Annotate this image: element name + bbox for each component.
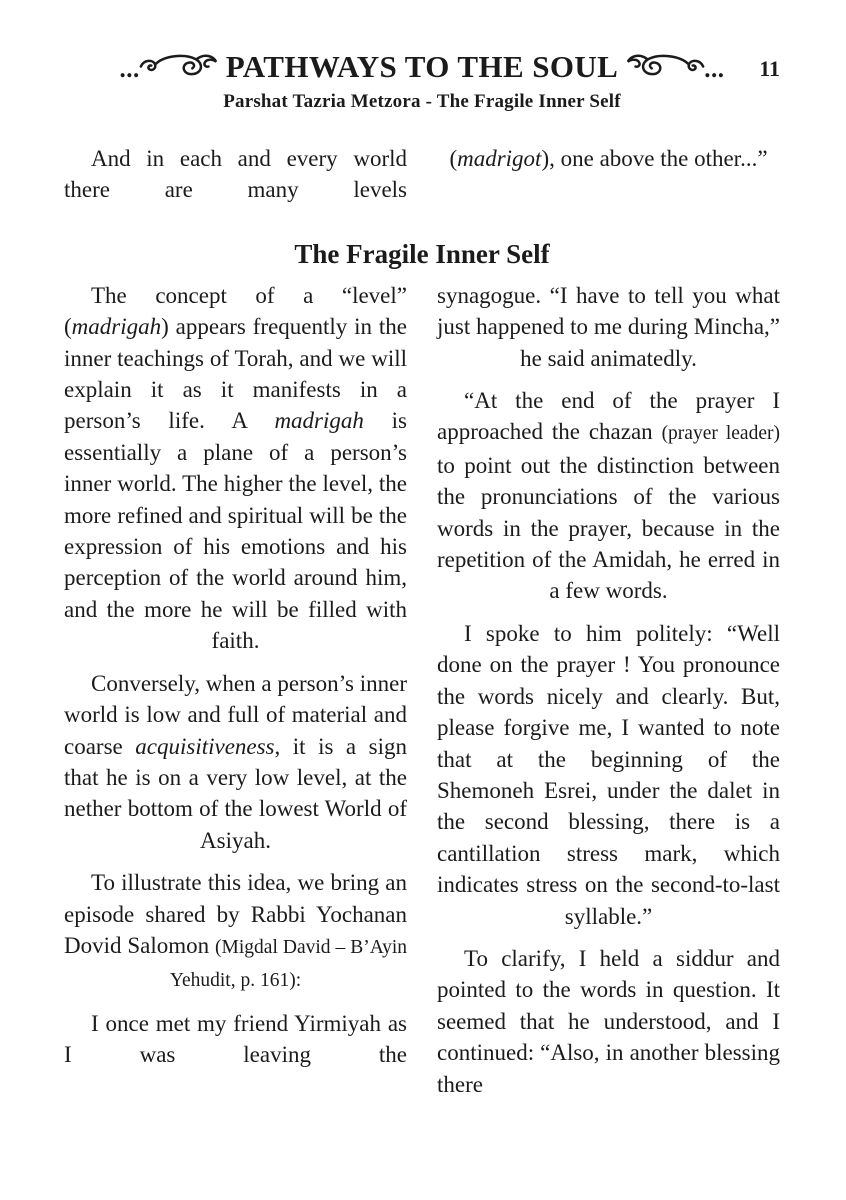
text-segment: madrigah	[274, 408, 364, 434]
text-segment: ), one above the other...”	[541, 146, 768, 171]
page-header	[64, 50, 780, 113]
paragraph	[64, 1008, 407, 1071]
text-segment: (Migdal David – B’Ayin Yehudit, p. 161):	[169, 936, 407, 992]
paragraph	[437, 385, 780, 607]
title-row	[64, 50, 780, 82]
text-segment: To clarify, I held a siddur and pointed to the words in question. It seemed that he understood, and I continued: “Also, in another blessing there	[437, 945, 780, 1097]
text-segment: I once met my friend Yirmiyah as I was leaving the	[64, 1010, 407, 1068]
text-segment: I spoke to him politely: “Well done on the prayer ! You pronounce the words nicely and clearly. But, please forgive me, I wanted to note that at the beginning of the Shemoneh Esrei, under the dalet in the second blessing, there is a cantillation stress mark, which indicates stress on the second-to-last syllable.”	[437, 620, 780, 929]
paragraph	[64, 668, 407, 856]
text-segment: Conversely, when a person’s inner world is low and full of material and coarse	[64, 670, 407, 759]
paragraph	[437, 280, 780, 374]
quote-continuation	[64, 143, 780, 217]
paragraph	[64, 280, 407, 657]
section-heading: The Fragile Inner Self	[294, 238, 550, 269]
text-segment: acquisitiveness	[135, 733, 275, 759]
text-segment: And in each and every world there are many levels	[64, 146, 407, 203]
right-column	[437, 280, 780, 1111]
flourish-icon	[138, 52, 218, 81]
text-segment: The concept of a “level” (	[64, 282, 407, 340]
page-title: PATHWAYS TO THE SOUL	[225, 48, 619, 84]
text-segment: madrigot	[457, 146, 542, 171]
text-segment: “At the end of the prayer I approached the chazan	[437, 388, 780, 445]
quote-right-paragraph	[437, 143, 780, 206]
text-segment: (	[449, 146, 458, 171]
text-segment: ) appears frequently in the inner teachings of Torah, and we will explain it as it manifests in a person’s life. A	[64, 314, 407, 434]
ornament-dots: ...	[704, 56, 725, 83]
body-columns	[64, 280, 780, 1111]
text-segment: (prayer leader)	[661, 423, 780, 445]
ornament-dots: ...	[119, 56, 140, 83]
page-subtitle: Parshat Tazria Metzora - The Fragile Inner Self	[223, 91, 621, 112]
flourish-icon	[626, 52, 706, 81]
ornament-right	[628, 50, 724, 82]
page-number: 11	[759, 56, 780, 81]
text-segment: madrigah	[71, 314, 162, 340]
ornament-left	[120, 50, 216, 82]
paragraph	[437, 943, 780, 1100]
text-segment: synagogue. “I have to tell you what just happened to me during Mincha,” he said animatedly.	[437, 282, 780, 371]
text-segment: To illustrate this idea, we bring an episode shared by Rabbi Yochanan Dovid Salomon	[64, 870, 407, 958]
text-segment: is essentially a plane of a person’s inner world. The higher the level, the more refined and spiritual will be the expression of his emotions and his perception of the world around him, and the more he will be filled with faith.	[64, 408, 407, 654]
quote-left-paragraph	[64, 143, 407, 206]
text-segment: to point out the distinction between the pronunciations of the various words in the prayer, because in the repetition of the Amidah, he erred in a few words.	[437, 452, 780, 604]
paragraph	[64, 867, 407, 997]
paragraph	[437, 618, 780, 932]
text-segment: , it is a sign that he is on a very low level, at the nether bottom of the lowest World of Asiyah.	[64, 733, 407, 853]
left-column	[64, 280, 407, 1111]
